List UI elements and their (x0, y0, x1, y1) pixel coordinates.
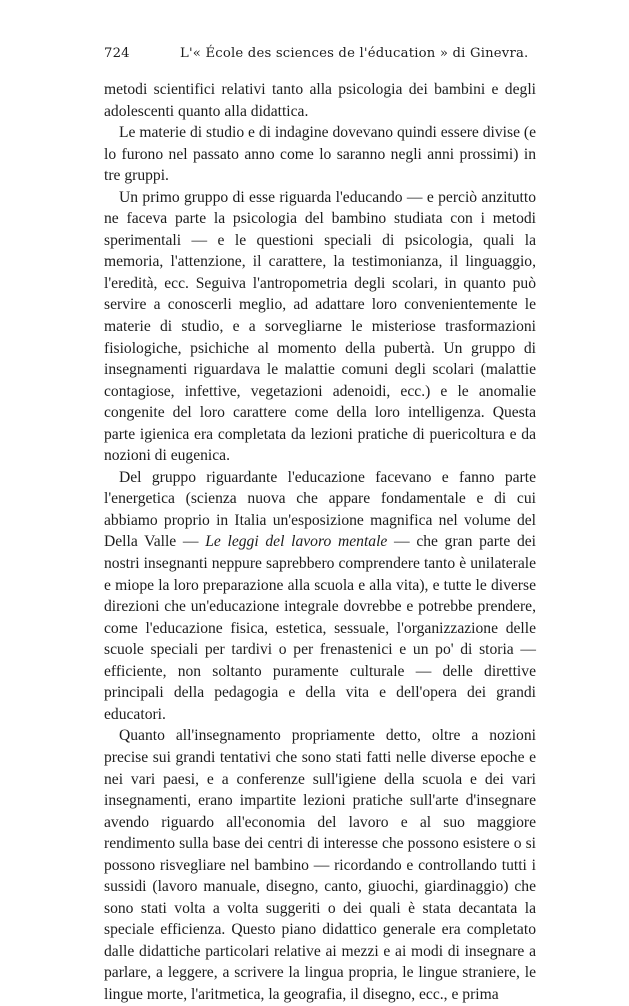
paragraph-4-text-after: — che gran parte dei nostri insegnanti neppure saprebbero comprendere tanto è unilaterale e miope la loro preparazione alla scuola e alla vita), e tutte le diverse direzioni che un'educazione integrale dovrebbe e potrebbe prendere, come l'educazione fisica, estetica, sessuale, l'organizzazione delle scuole speciali per tardivi o per frenastenici e un po' di storia — efficiente, non soltanto puramente culturale — delle direttive principali della pedagogia e della vita e dell'opera dei grandi educatori. (104, 533, 536, 723)
body-text (104, 79, 536, 1006)
paragraph-3: Un primo gruppo di esse riguarda l'educando — e perciò anzitutto ne faceva parte la psicologia del bambino studiata con i metodi sperimentali — e le questioni speciali di psicologia, quali la memoria, l'attenzione, il carattere, la testimonianza, il linguaggio, l'eredità, ecc. Seguiva l'antropometria degli scolari, in quanto può servire a conoscerli meglio, ad adattare loro convenientemente le materie di studio, e a sorvegliarne le misteriose trasformazioni fisiologiche, psichiche al momento della pubertà. Un gruppo di insegnamenti riguardava le malattie comuni degli scolari (malattie contagiose, infettive, vegetazioni adenoidi, ecc.) e le anomalie congenite del loro carattere come della loro intelligenza. Questa parte igienica era completata da lezioni pratiche di puericoltura e da nozioni di eugenica. (104, 188, 536, 465)
book-title-italic: Le leggi del lavoro mentale (205, 533, 388, 551)
running-header (104, 46, 532, 70)
paragraph-4 (104, 467, 536, 726)
paragraph-2: Le materie di studio e di indagine dovevano quindi essere divise (e lo furono nel passato anno come lo saranno negli anni prossimi) in tre gruppi. (104, 124, 537, 185)
page-number: 724 (104, 46, 130, 61)
running-title: L'« École des sciences de l'éducation » di Ginevra. (180, 46, 529, 61)
paragraph-4-text-before: Del gruppo riguardante l'educazione facevano e fanno parte l'energetica (scienza nuova che appare fondamentale e di cui abbiamo proprio in Italia un'esposizione magnifica nel volume del Della Valle — (104, 468, 536, 551)
paragraph-1: metodi scientifici relativi tanto alla psicologia dei bambini e degli adolescenti quanto alla didattica. (104, 81, 536, 120)
paragraph-5: Quanto all'insegnamento propriamente detto, oltre a nozioni precise sui grandi tentativi che sono stati fatti nelle diverse epoche e nei vari paesi, e a conferenze sull'igiene della scuola e dei vari insegnamenti, erano impartite lezioni pratiche sull'arte d'insegnare avendo riguardo all'economia del lavoro e al suo maggiore rendimento sulla base dei centri di interesse che possono esistere o si possono risvegliare nel bambino — ricordando e controllando tutti i sussidi (lavoro manuale, disegno, canto, giuochi, giardinaggio) che sono stati volta a volta suggeriti o dei quali è stata decantata la speciale efficienza. Questo piano didattico generale era completato dalle didattiche particolari relative ai mezzi e ai modi di insegnare a parlare, a leggere, a scrivere la lingua propria, le lingue straniere, le lingue morte, l'aritmetica, la geografia, il disegno, ecc., e prima (104, 727, 536, 1003)
